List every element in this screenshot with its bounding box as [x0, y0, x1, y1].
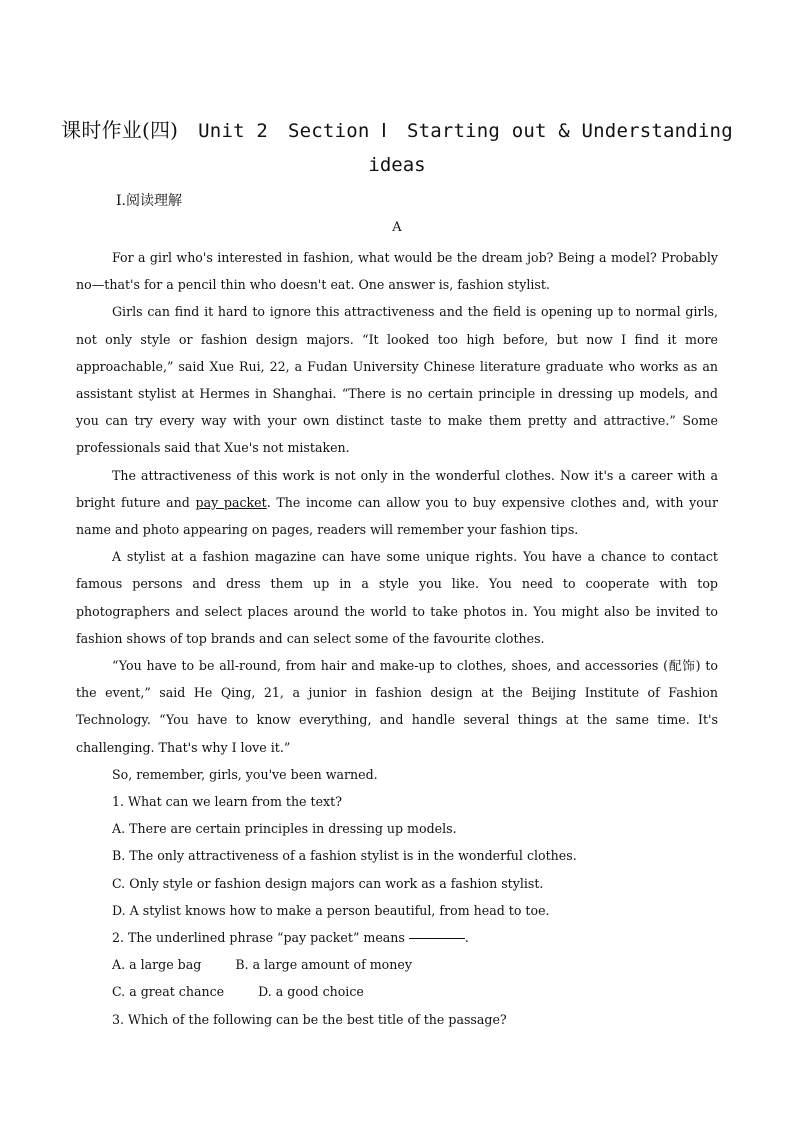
title-topic-part1: Starting out & Understanding: [406, 120, 733, 142]
title-section: Section Ⅰ: [288, 120, 387, 142]
question-2-option-d: D. a good choice: [258, 984, 364, 1000]
question-2-line: [76, 924, 718, 951]
question-2-end: .: [464, 930, 469, 946]
answer-blank: [409, 938, 465, 939]
passage-body: [76, 244, 718, 1033]
question-1-option-d: D. A stylist knows how to make a person beautiful, from head to toe.: [112, 902, 550, 918]
question-1-stem: 1. What can we learn from the text?: [112, 794, 342, 810]
paragraph-3-before: The attractiveness of this work is not only in the wonderful clothes. Now it's a career with a bright future and: [76, 467, 718, 510]
page-title: [0, 114, 794, 143]
title-topic-part2: ideas: [368, 154, 426, 176]
paragraph-5: “You have to be all-round, from hair and make-up to clothes, shoes, and accessories (配饰) to the event,” said He Qing, 21, a junior in fashion design at the Beijing Institute of Fashion Technology. “You have to know everything, and handle several things at the same time. It's challenging. That's why I love it.”: [76, 658, 718, 755]
question-2-option-c: C. a great chance: [112, 984, 225, 1000]
question-2-option-a: A. a large bag: [112, 957, 202, 973]
question-2-stem: 2. The underlined phrase “pay packet” means: [112, 930, 405, 946]
paragraph-1: For a girl who's interested in fashion, what would be the dream job? Being a model? Probably no—that's for a pencil thin who doesn't eat. One answer is, fashion stylist.: [76, 250, 718, 293]
section-heading: Ⅰ.阅读理解: [116, 193, 182, 209]
question-2-option-b: B. a large amount of money: [235, 957, 412, 973]
title-chinese: 课时作业(四): [61, 118, 179, 142]
paragraph-2: Girls can find it hard to ignore this attractiveness and the field is opening up to normal girls, not only style or fashion design majors. “It looked too high before, but now I find it more approachable,” said Xue Rui, 22, a Fudan University Chinese literature graduate who works as an assistant stylist at Hermes in Shanghai. “There is no certain principle in dressing up models, and you can try every way with your own distinct taste to make them pretty and attractive.” Some professionals said that Xue's not mistaken.: [76, 304, 718, 456]
paragraph-6: So, remember, girls, you've been warned.: [112, 766, 378, 782]
question-1-option-a: A. There are certain principles in dressing up models.: [112, 821, 457, 837]
question-3-stem: 3. Which of the following can be the best title of the passage?: [112, 1011, 507, 1027]
question-1-option-c: C. Only style or fashion design majors can work as a fashion stylist.: [112, 875, 544, 891]
paragraph-3-after: . The income can allow you to buy expensive clothes and, with your name and photo appearing on pages, readers will remember your fashion tips.: [76, 494, 718, 538]
title-unit: Unit 2: [198, 120, 269, 142]
question-2-options-cd: [76, 978, 718, 1005]
question-2-options-ab: [76, 951, 718, 978]
paragraph-4: A stylist at a fashion magazine can have some unique rights. You have a chance to contact famous persons and dress them up in a style you like. You need to cooperate with top photographers and select places around the world to take photos in. You might also be invited to fashion shows of top brands and can select some of the favourite clothes.: [76, 549, 718, 646]
paragraph-3: [76, 462, 718, 544]
underlined-phrase: pay packet: [195, 494, 267, 510]
passage-label: A: [392, 220, 402, 235]
question-1-option-b: B. The only attractiveness of a fashion stylist is in the wonderful clothes.: [112, 848, 577, 864]
